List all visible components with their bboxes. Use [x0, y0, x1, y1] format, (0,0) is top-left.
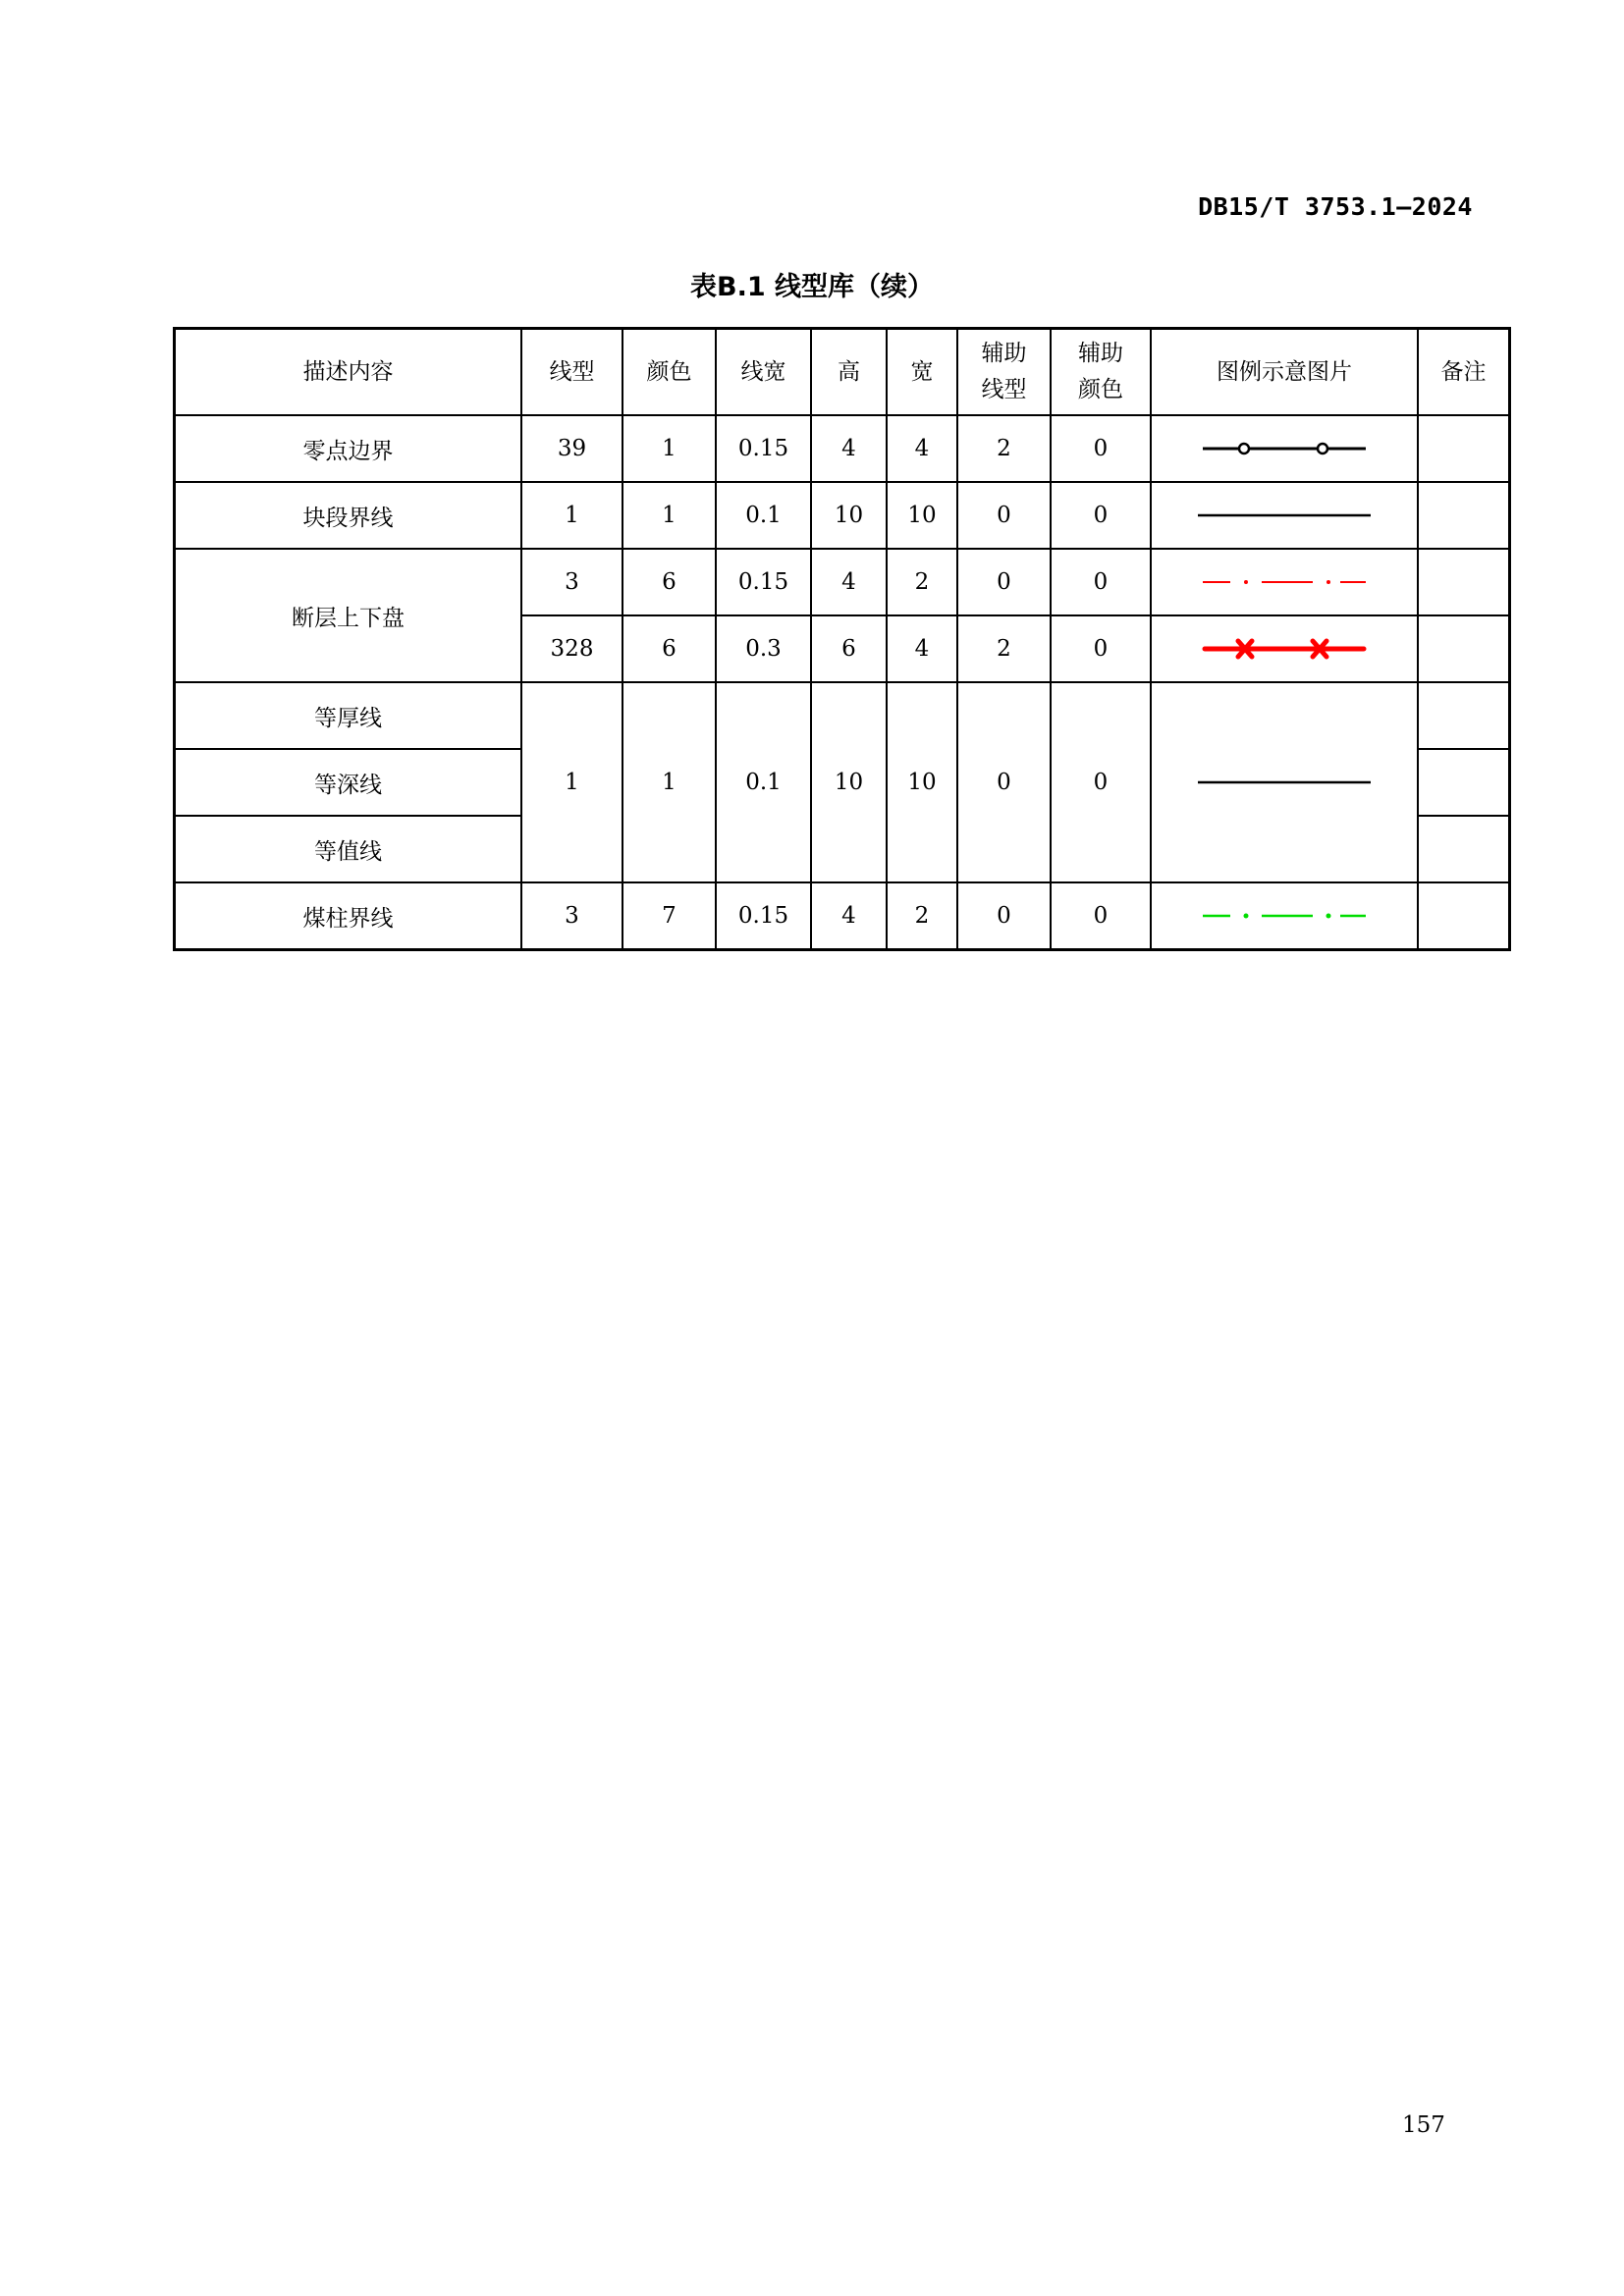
cell-remark	[1418, 682, 1510, 749]
cell-legend	[1151, 549, 1418, 615]
linetype-table	[173, 327, 1511, 951]
cell-linetype: 1	[521, 682, 623, 882]
cell-remark	[1418, 816, 1510, 882]
col-header-aux-color	[1051, 329, 1151, 416]
cell-aux-color: 0	[1051, 549, 1151, 615]
cell-legend	[1151, 682, 1418, 882]
cell-width: 0.15	[716, 882, 811, 950]
cell-aux-linetype: 0	[957, 549, 1051, 615]
cell-height: 6	[811, 615, 887, 682]
cell-remark	[1418, 482, 1510, 549]
cell-width: 0.3	[716, 615, 811, 682]
col-header-legend: 图例示意图片	[1151, 329, 1418, 416]
table-header-row	[175, 329, 1510, 416]
cell-linetype: 1	[521, 482, 623, 549]
cell-aux-linetype: 2	[957, 615, 1051, 682]
cell-desc: 等值线	[175, 816, 522, 882]
cell-aux-color: 0	[1051, 882, 1151, 950]
cell-width: 0.1	[716, 482, 811, 549]
cell-width: 0.15	[716, 415, 811, 482]
cell-height: 4	[811, 549, 887, 615]
cell-aux-linetype: 2	[957, 415, 1051, 482]
cell-color: 1	[623, 682, 716, 882]
cell-aux-color: 0	[1051, 482, 1151, 549]
cell-desc: 煤柱界线	[175, 882, 522, 950]
cell-color: 7	[623, 882, 716, 950]
cell-remark	[1418, 549, 1510, 615]
cell-color: 1	[623, 415, 716, 482]
cell-color: 6	[623, 615, 716, 682]
col-header-desc: 描述内容	[175, 329, 522, 416]
cell-color: 1	[623, 482, 716, 549]
col-header-color: 颜色	[623, 329, 716, 416]
col-header-aux-color-line1: 辅助	[1078, 341, 1123, 367]
col-header-aux-linetype-line1: 辅助	[981, 341, 1027, 367]
cell-aux-linetype: 0	[957, 882, 1051, 950]
cell-aux-color: 0	[1051, 615, 1151, 682]
cell-linetype: 39	[521, 415, 623, 482]
cell-aux-color: 0	[1051, 682, 1151, 882]
col-header-breadth: 宽	[887, 329, 957, 416]
table-row	[175, 882, 1510, 950]
table-row	[175, 482, 1510, 549]
cell-aux-linetype: 0	[957, 682, 1051, 882]
cell-remark	[1418, 882, 1510, 950]
cell-breadth: 10	[887, 482, 957, 549]
dash-dot-line-icon	[1201, 911, 1368, 921]
table-row	[175, 415, 1510, 482]
cell-height: 4	[811, 882, 887, 950]
cell-width: 0.15	[716, 549, 811, 615]
col-header-aux-color-line2: 颜色	[1078, 377, 1123, 402]
solid-line-icon	[1196, 510, 1373, 520]
col-header-remark: 备注	[1418, 329, 1510, 416]
cell-remark	[1418, 415, 1510, 482]
col-header-height: 高	[811, 329, 887, 416]
line-with-circles-icon	[1201, 439, 1368, 458]
cell-aux-color: 0	[1051, 415, 1151, 482]
cell-width: 0.1	[716, 682, 811, 882]
cell-legend	[1151, 615, 1418, 682]
dash-dot-line-icon	[1201, 577, 1368, 587]
cell-remark	[1418, 615, 1510, 682]
col-header-aux-linetype-line2: 线型	[981, 377, 1027, 402]
cell-legend	[1151, 882, 1418, 950]
cell-aux-linetype: 0	[957, 482, 1051, 549]
cell-breadth: 2	[887, 549, 957, 615]
solid-line-icon	[1196, 777, 1373, 787]
cell-color: 6	[623, 549, 716, 615]
cell-height: 10	[811, 682, 887, 882]
cell-remark	[1418, 749, 1510, 816]
cell-desc: 零点边界	[175, 415, 522, 482]
page-number: 157	[1402, 2112, 1445, 2138]
cell-desc: 块段界线	[175, 482, 522, 549]
col-header-linetype: 线型	[521, 329, 623, 416]
cell-desc: 等厚线	[175, 682, 522, 749]
col-header-width: 线宽	[716, 329, 811, 416]
table-row	[175, 682, 1510, 749]
cell-breadth: 10	[887, 682, 957, 882]
col-header-aux-linetype	[957, 329, 1051, 416]
cell-legend	[1151, 482, 1418, 549]
cell-legend	[1151, 415, 1418, 482]
cell-linetype: 3	[521, 882, 623, 950]
document-code: DB15/T 3753.1—2024	[1198, 192, 1473, 221]
line-with-crosses-icon	[1201, 637, 1368, 661]
cell-breadth: 4	[887, 615, 957, 682]
cell-desc: 等深线	[175, 749, 522, 816]
cell-linetype: 3	[521, 549, 623, 615]
cell-desc: 断层上下盘	[175, 549, 522, 682]
table-row	[175, 549, 1510, 615]
cell-breadth: 4	[887, 415, 957, 482]
cell-breadth: 2	[887, 882, 957, 950]
cell-height: 10	[811, 482, 887, 549]
cell-height: 4	[811, 415, 887, 482]
cell-linetype: 328	[521, 615, 623, 682]
table-title: 表B.1 线型库（续）	[689, 272, 935, 302]
